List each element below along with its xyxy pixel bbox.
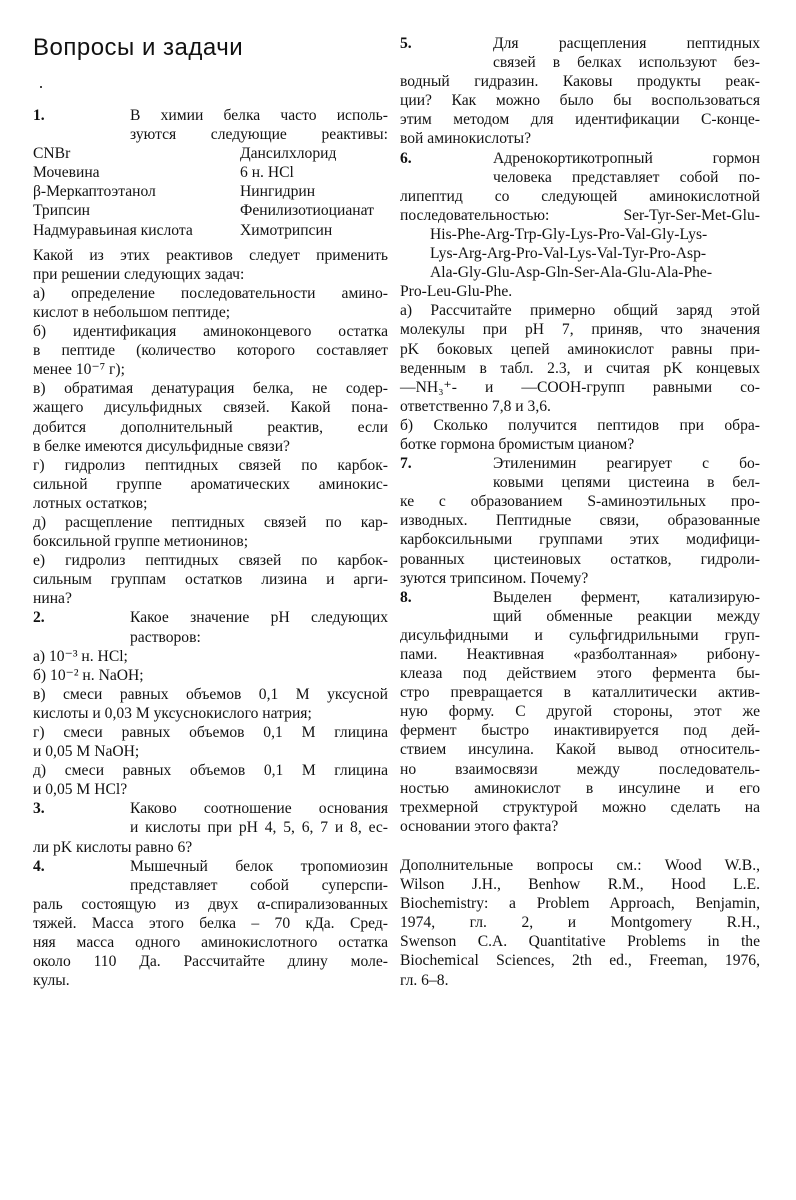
left-column: [33, 106, 388, 990]
text-line: Каково соотношение основания: [130, 800, 388, 818]
reagent-name: β-Меркаптоэтанол: [33, 183, 156, 201]
sequence-line: Ala-Gly-Glu-Asp-Gln-Ser-Ala-Glu-Ala-Phe-: [430, 264, 713, 282]
text-line: последовательностью: Ser-Tyr-Ser-Met-Glu-: [400, 206, 760, 224]
text-line: ковыми цепями цистеина в бел-: [493, 474, 760, 492]
text-line: связей в белках используют без-: [493, 54, 760, 72]
text-line: и кислоты при pH 4, 5, 6, 7 и 8, ес-: [130, 819, 388, 837]
text-line: водный гидразин. Каковы продукты реак-: [400, 73, 760, 91]
text-line: клеаза под действием этого фермента бы-: [400, 665, 760, 683]
paragraph: [400, 72, 760, 148]
text-line: вой аминокислоты?: [400, 130, 532, 148]
text-line: Выделен фермент, катализирую-: [493, 588, 760, 606]
text-line: ствием инсулина. Какой вывод относитель-: [400, 741, 760, 759]
text-line: ответственно 7,8 и 3,6.: [400, 397, 551, 415]
reagent-name: 6 н. HCl: [240, 164, 294, 182]
bibliography-line: Wilson J.H., Benhow R.M., Hood L.E.: [400, 876, 760, 894]
question-head-row: [33, 857, 388, 876]
text-line: тяжей. Масса этого белка – 70 кДа. Сред-: [33, 914, 388, 932]
text-line: г) гидролиз пептидных связей по карбок-: [33, 456, 388, 474]
bibliography: [400, 856, 760, 990]
text-line: сильным группам остатков лизина и арги-: [33, 571, 388, 589]
text-line: но взаимосвязи между последователь-: [400, 760, 760, 778]
paragraph: [33, 284, 388, 322]
question-number: 4.: [33, 857, 45, 875]
amino-acid-sequence: [400, 225, 760, 282]
reagent-name: CNBr: [33, 145, 71, 163]
paragraph: [33, 666, 388, 685]
bibliography-line: Дополнительные вопросы см.: Wood W.B.,: [400, 856, 760, 874]
text-line: дисульфидными и сульфгидрильными груп-: [400, 626, 760, 644]
reagent-name: Фенилизотиоцианат: [240, 202, 374, 220]
text-line: кислот в небольшом пептиде;: [33, 303, 231, 321]
text-line: щий обменные реакции между: [493, 607, 760, 625]
bibliography-line: гл. 6–8.: [400, 971, 449, 989]
text-line: няя масса одного аминокислотного остатка: [33, 934, 388, 952]
text-line: представляет собой суперспи-: [130, 876, 388, 894]
text-line: г) смеси равных объемов 0,1 М глицина: [33, 724, 388, 741]
text-line: добится дополнительный реактив, если: [33, 418, 388, 436]
text-line: Pro-Leu-Glu-Phe.: [400, 283, 513, 301]
text-line: Адренокортикотропный гормон: [493, 149, 760, 167]
paragraph: [400, 492, 760, 587]
text-line: pK боковых цепей аминокислот равны при-: [400, 340, 760, 358]
paragraph: [33, 322, 388, 379]
question-number: 7.: [400, 455, 412, 473]
reagent-name: Химотрипсин: [240, 221, 333, 239]
paragraph: [33, 723, 388, 761]
text-line: а) Рассчитайте примерно общий заряд этой: [400, 302, 760, 320]
reagent-row: [33, 221, 388, 240]
text-line: трехмерной структурой можно сделать на: [400, 798, 760, 816]
text-line: лотных остатков;: [33, 494, 148, 512]
text-line: б) 10⁻² н. NaOH;: [33, 666, 144, 684]
question-head-row: [400, 34, 760, 53]
question-number: 2.: [33, 609, 45, 627]
text-line: Какое значение pH следующих: [130, 609, 388, 627]
paragraph: [33, 456, 388, 513]
paragraph: [33, 647, 388, 666]
page-title: Вопросы и задачи: [33, 34, 244, 61]
question-number: 5.: [400, 35, 412, 52]
question-head-row: [33, 106, 388, 125]
text-line: а) 10⁻³ н. HCl;: [33, 647, 128, 665]
question-5: [400, 34, 760, 149]
text-line: этим методом для идентификации С-конце-: [400, 111, 760, 129]
text-line: в) смеси равных объемов 0,1 М уксусной: [33, 685, 388, 703]
text-line: —NH₃⁺- и —COOH-групп равными со-: [400, 378, 760, 396]
question-6: [400, 149, 760, 455]
question-number: 8.: [400, 588, 412, 606]
question-head-row: [400, 149, 760, 168]
text-line: жащего дисульфидных связей. Какой пона-: [33, 399, 388, 417]
text-line: стро превращается в каталлитически актив-: [400, 684, 760, 702]
text-line: молекулы при pH 7, приняв, что значения: [400, 321, 760, 339]
reagent-row: [33, 182, 388, 201]
question-head-row: [400, 588, 760, 607]
text-line: ную форму. С другой стороны, этот же: [400, 703, 760, 721]
text-line: ли pK кислоты равно 6?: [33, 838, 193, 856]
text-line: и 0,05 М NaOH;: [33, 743, 140, 761]
paragraph: [33, 513, 388, 551]
text-line: В химии белка часто исполь-: [130, 107, 388, 124]
text-line: пами. Неактивная «разболтанная» рибону-: [400, 646, 760, 663]
question-2: [33, 608, 388, 799]
text-line: Для расщепления пептидных: [493, 35, 760, 52]
paragraph: [33, 838, 388, 857]
question-head-row: [400, 454, 760, 473]
text-line: кулы.: [33, 972, 70, 990]
paragraph: [400, 301, 760, 416]
text-line: при решении следующих задач:: [33, 265, 245, 283]
text-line: раль состоящую из двух α-спирализованных: [33, 895, 388, 913]
print-dot: [40, 86, 42, 88]
paragraph: [33, 895, 388, 990]
reagent-row: [33, 144, 388, 163]
text-line: б) Сколько получится пептидов при обра-: [400, 416, 760, 434]
text-line: Какой из этих реактивов следует применить: [33, 246, 388, 264]
text-line: карбоксильными группами этих модифици-: [400, 531, 760, 549]
paragraph: [33, 761, 388, 799]
reagent-name: Трипсин: [33, 202, 91, 220]
reagent-name: Нингидрин: [240, 183, 316, 201]
paragraph: [400, 626, 760, 836]
text-line: зуются трипсином. Почему?: [400, 569, 589, 587]
text-line: растворов:: [130, 628, 201, 646]
paragraph: [33, 246, 388, 284]
bibliography-line: Biochemical Sciences, 2th ed., Freeman, 1976,: [400, 952, 760, 970]
paragraph: [400, 187, 760, 225]
paragraph: [400, 416, 760, 454]
reagent-row: [33, 201, 388, 220]
question-8: [400, 588, 760, 836]
question-3: [33, 799, 388, 856]
question-4: [33, 857, 388, 991]
text-line: ботке гормона бромистым цианом?: [400, 435, 635, 453]
text-line: изводных. Пептидные связи, образованные: [400, 512, 760, 530]
bibliography-line: Biochemistry: a Problem Approach, Benjamin,: [400, 895, 760, 913]
text-line: е) гидролиз пептидных связей по карбок-: [33, 552, 388, 570]
text-line: зуются следующие реактивы:: [130, 126, 388, 144]
spacer: [400, 836, 760, 856]
text-line: рованных цистеиновых остатков, гидроли-: [400, 550, 760, 568]
text-line: фермент быстро инактивируется под дей-: [400, 722, 760, 740]
paragraph: [400, 282, 760, 301]
question-head-row: [33, 799, 388, 818]
sequence-line: His-Phe-Arg-Trp-Gly-Lys-Pro-Val-Gly-Lys-: [430, 225, 708, 243]
text-line: б) идентификация аминоконцевого остатка: [33, 323, 388, 341]
reagent-name: Мочевина: [33, 164, 100, 182]
text-line: в) обратимая денатурация белка, не содер-: [33, 380, 388, 398]
text-line: Мышечный белок тропомиозин: [130, 857, 388, 875]
text-line: ностью аминокислот в инсулине и его: [400, 779, 760, 797]
text-line: д) расщепление пептидных связей по кар-: [33, 513, 388, 531]
question-1: [33, 106, 388, 608]
text-line: человека представляет собой по-: [493, 168, 760, 186]
text-line: ке с образованием S-аминоэтильных про-: [400, 493, 760, 511]
question-number: 1.: [33, 107, 45, 124]
text-line: нина?: [33, 590, 72, 608]
text-line: веденным в табл. 2.3, и считая pK концевых: [400, 359, 760, 377]
paragraph: [33, 685, 388, 723]
text-line: около 110 Да. Рассчитайте длину моле-: [33, 953, 388, 971]
sequence-line: Lys-Arg-Arg-Pro-Val-Lys-Val-Tyr-Pro-Asp-: [430, 245, 707, 263]
text-line: менее 10⁻⁷ г);: [33, 361, 125, 379]
text-line: в пептиде (количество которого составляет: [33, 342, 388, 360]
text-line: липептид со следующей аминокислотной: [400, 187, 760, 205]
text-line: д) смеси равных объемов 0,1 М глицина: [33, 762, 388, 780]
reagent-row: [33, 163, 388, 182]
text-line: кислоты и 0,03 М уксуснокислого натрия;: [33, 704, 312, 722]
text-line: Этиленимин реагирует с бо-: [493, 455, 760, 473]
reagent-list: [33, 144, 388, 239]
question-number: 3.: [33, 800, 45, 818]
text-line: а) определение последовательности амино-: [33, 284, 388, 302]
paragraph: [33, 379, 388, 455]
text-line: ции? Как можно было бы воспользоваться: [400, 92, 760, 110]
text-line: сильной группе ароматических аминокис-: [33, 475, 388, 493]
question-7: [400, 454, 760, 588]
bibliography-line: 1974, гл. 2, и Montgomery R.H.,: [400, 914, 760, 932]
question-head-row: [33, 608, 388, 627]
reagent-name: Надмуравьиная кислота: [33, 221, 193, 239]
right-column: [400, 34, 760, 990]
paragraph: [33, 551, 388, 608]
text-line: в белке имеются дисульфидные связи?: [33, 437, 290, 455]
text-line: боксильной группе метионинов;: [33, 533, 249, 551]
text-line: и 0,05 М HCl?: [33, 781, 128, 799]
question-number: 6.: [400, 149, 412, 167]
text-line: основании этого факта?: [400, 817, 559, 835]
bibliography-line: Swenson C.A. Quantitative Problems in the: [400, 933, 760, 951]
reagent-name: Дансилхлорид: [240, 145, 337, 163]
